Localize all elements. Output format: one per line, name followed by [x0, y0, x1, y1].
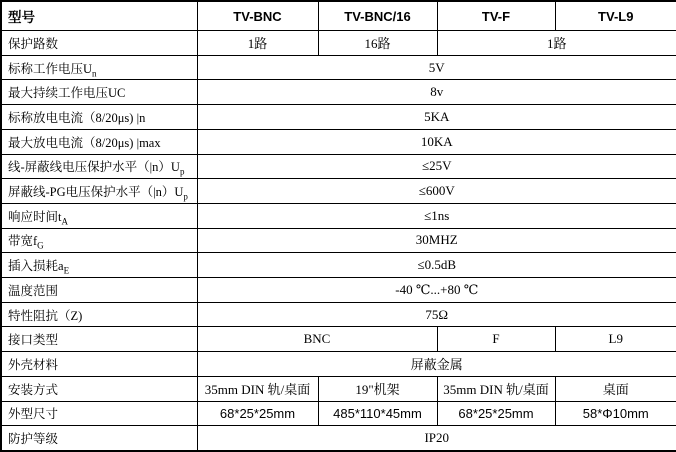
table-row: [1, 253, 676, 278]
value-cell: L9: [555, 327, 676, 352]
table-body: [1, 31, 676, 452]
value-cell: 10KA: [197, 129, 676, 154]
value-cell: F: [437, 327, 555, 352]
row-label: 标称放电电流（8/20μs) |n: [1, 105, 197, 130]
table-row: [1, 426, 676, 451]
table-row: [1, 80, 676, 105]
model-header: TV-F: [437, 1, 555, 31]
table-row: [1, 31, 676, 56]
row-label: 带宽$f_G$: [1, 228, 197, 253]
row-label: 安装方式: [1, 376, 197, 401]
table-row: [1, 228, 676, 253]
table-row: [1, 352, 676, 377]
value-cell: IP20: [197, 426, 676, 451]
label-subscript: E: [63, 265, 70, 276]
label-subscript: G: [37, 240, 44, 251]
row-label: 插入损耗$a_E$: [1, 253, 197, 278]
table-row: [1, 55, 676, 80]
table-row: [1, 401, 676, 426]
value-cell: ≤0.5dB: [197, 253, 676, 278]
row-label: 最大持续工作电压UC: [1, 80, 197, 105]
value-cell: 8v: [197, 80, 676, 105]
value-cell: 75Ω: [197, 302, 676, 327]
row-label: 温度范围: [1, 278, 197, 303]
label-subscript: n: [92, 68, 97, 79]
table-row: [1, 302, 676, 327]
value-cell: ≤1ns: [197, 203, 676, 228]
value-cell: -40 ℃...+80 ℃: [197, 278, 676, 303]
value-cell: 1路: [437, 31, 676, 56]
model-header: TV-BNC: [197, 1, 318, 31]
table-row: [1, 154, 676, 179]
row-label: 保护路数: [1, 31, 197, 56]
table-row: [1, 376, 676, 401]
table-row: [1, 203, 676, 228]
header-row: [1, 1, 676, 31]
row-label: 特性阻抗（Z): [1, 302, 197, 327]
label-subscript: p: [179, 166, 185, 177]
value-cell: 35mm DIN 轨/桌面: [197, 376, 318, 401]
row-label: 外型尺寸: [1, 401, 197, 426]
value-cell: 19"机架: [318, 376, 437, 401]
table-row: [1, 129, 676, 154]
value-cell: 68*25*25mm: [197, 401, 318, 426]
value-cell: BNC: [197, 327, 437, 352]
row-label: 线-屏蔽线电压保护水平$(|n)U_p$: [1, 154, 197, 179]
header-label: 型号: [1, 1, 197, 31]
value-cell: 485*110*45mm: [318, 401, 437, 426]
value-cell: 68*25*25mm: [437, 401, 555, 426]
table-row: [1, 327, 676, 352]
row-label: 外壳材料: [1, 352, 197, 377]
label-subscript: p: [183, 191, 188, 202]
row-label: 接口类型: [1, 327, 197, 352]
value-cell: 桌面: [555, 376, 676, 401]
row-label: 最大放电电流（8/20μs) |max: [1, 129, 197, 154]
table-row: [1, 179, 676, 204]
value-cell: 屏蔽金属: [197, 352, 676, 377]
value-cell: 1路: [197, 31, 318, 56]
value-cell: 5V: [197, 55, 676, 80]
value-cell: 16路: [318, 31, 437, 56]
label-subscript: A: [61, 216, 68, 227]
value-cell: 5KA: [197, 105, 676, 130]
table-row: [1, 105, 676, 130]
value-cell: 58*Φ10mm: [555, 401, 676, 426]
row-label: 响应时间$t_A$: [1, 203, 197, 228]
model-header: TV-BNC/16: [318, 1, 437, 31]
value-cell: 30MHZ: [197, 228, 676, 253]
row-label: 防护等级: [1, 426, 197, 451]
model-header: TV-L9: [555, 1, 676, 31]
row-label: 屏蔽线-PG电压保护水平$(|n)U_p$: [1, 179, 197, 204]
table-row: [1, 278, 676, 303]
value-cell: ≤25V: [197, 154, 676, 179]
value-cell: ≤600V: [197, 179, 676, 204]
value-cell: 35mm DIN 轨/桌面: [437, 376, 555, 401]
row-label: 标称工作电压$U_n$: [1, 55, 197, 80]
